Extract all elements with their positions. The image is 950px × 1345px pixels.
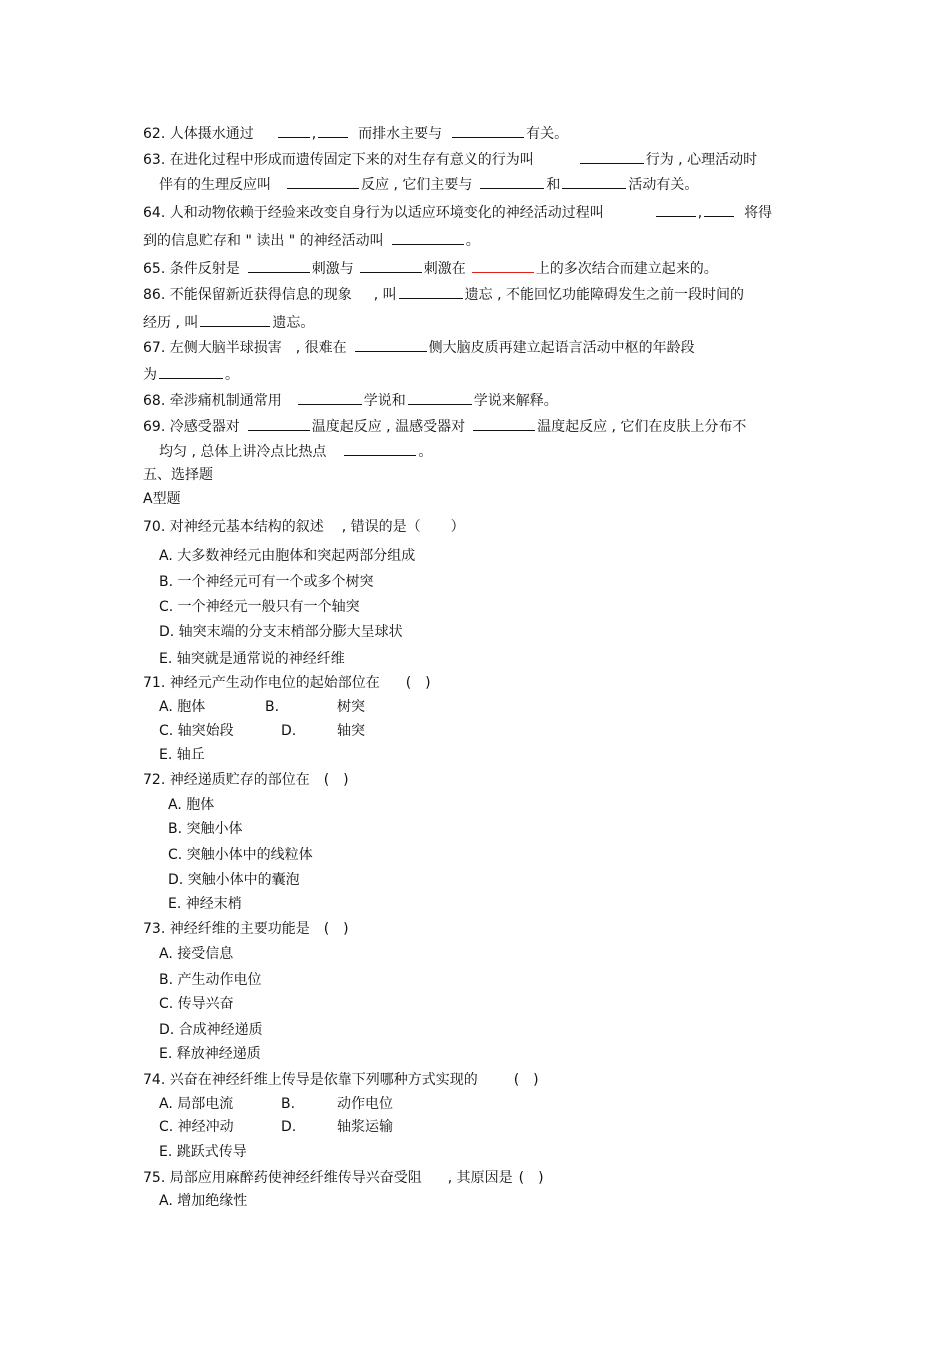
q86-text-a: 86. 不能保留新近获得信息的现象: [143, 287, 352, 303]
q70-close-paren: ）: [450, 519, 465, 535]
question-64-line2: [143, 230, 480, 250]
q73-paren: ( ): [323, 921, 349, 937]
q72-paren: ( ): [323, 772, 349, 788]
question-70-stem: [143, 518, 465, 536]
q74-paren: ( ): [513, 1072, 539, 1088]
question-62: [143, 123, 568, 143]
question-63-line2: [159, 174, 698, 194]
q71-option-b-label[interactable]: B.: [265, 699, 280, 715]
q65-text-c: 刺激在: [423, 261, 466, 277]
q72-option-c[interactable]: C. 突触小体中的线粒体: [168, 847, 313, 863]
q63-text-d: 反应 , 它们主要与: [361, 177, 473, 193]
q69-text-d: 均匀 , 总体上讲冷点比热点: [159, 444, 327, 460]
q74-option-d-label[interactable]: D.: [281, 1119, 297, 1135]
q62-text-a: 62. 人体摄水通过: [143, 126, 254, 142]
q70-option-e[interactable]: E. 轴突就是通常说的神经纤维: [159, 651, 345, 667]
q74-option-d-text[interactable]: 轴浆运输: [337, 1119, 393, 1135]
q71-paren: ( ): [405, 675, 431, 691]
blank[interactable]: [159, 364, 223, 379]
question-68: [143, 390, 558, 410]
q74-option-b-text[interactable]: 动作电位: [337, 1096, 393, 1112]
blank[interactable]: [562, 174, 626, 189]
q64-text-d: 到的信息贮存和 " 读出 " 的神经活动叫: [143, 233, 384, 249]
section-title: 五、选择题: [143, 467, 213, 483]
blank[interactable]: [656, 202, 696, 217]
q71-option-e[interactable]: E. 轴丘: [159, 747, 205, 763]
blank[interactable]: [480, 174, 544, 189]
question-63-line1: [143, 149, 757, 169]
q75-stem-b: , 其原因是: [447, 1170, 513, 1186]
q68-text-c: 学说来解释。: [473, 393, 558, 409]
question-75-stem: [143, 1169, 544, 1187]
q63-text-c: 伴有的生理反应叫: [159, 177, 271, 193]
question-65: [143, 258, 718, 278]
q73-option-e[interactable]: E. 释放神经递质: [159, 1046, 261, 1062]
q65-text-d: 上的多次结合而建立起来的。: [535, 261, 718, 277]
q69-text-e: 。: [418, 444, 433, 460]
blank[interactable]: [355, 337, 427, 352]
question-86-line1: [143, 284, 744, 304]
q67-text-c: 侧大脑皮质再建立起语言活动中枢的年龄段: [428, 340, 695, 356]
q67-text-d: 为: [143, 367, 157, 383]
q75-option-a[interactable]: A. 增加绝缘性: [159, 1193, 248, 1209]
q62-text-c: 而排水主要与: [358, 126, 443, 142]
q72-option-b[interactable]: B. 突触小体: [168, 821, 243, 837]
q71-stem: 71. 神经元产生动作电位的起始部位在: [143, 675, 380, 691]
question-64-line1: [143, 202, 772, 222]
q67-text-b: , 很难在: [295, 340, 347, 356]
q70-option-c[interactable]: C. 一个神经元一般只有一个轴突: [159, 599, 360, 615]
subsection-title: A型题: [143, 491, 181, 507]
blank[interactable]: [298, 390, 362, 405]
q74-option-e[interactable]: E. 跳跃式传导: [159, 1144, 247, 1160]
q73-option-d[interactable]: D. 合成神经递质: [159, 1022, 263, 1038]
question-67-line1: [143, 337, 695, 357]
q64-text-e: 。: [465, 233, 480, 249]
q68-text-b: 学说和: [363, 393, 406, 409]
question-71-stem: [143, 674, 431, 692]
q75-stem-a: 75. 局部应用麻醉药使神经纤维传导兴奋受阻: [143, 1170, 422, 1186]
blank[interactable]: [473, 416, 535, 431]
q72-option-d[interactable]: D. 突触小体中的囊泡: [168, 872, 300, 888]
q67-text-e: 。: [225, 367, 239, 383]
q72-option-e[interactable]: E. 神经末梢: [168, 896, 242, 912]
q75-paren: ( ): [518, 1170, 544, 1186]
q65-text-b: 刺激与: [311, 261, 354, 277]
q70-stem-b: , 错误的是（: [341, 519, 421, 535]
question-69-line1: [143, 416, 746, 436]
blank[interactable]: [408, 390, 472, 405]
blank[interactable]: [248, 258, 310, 273]
blank[interactable]: [452, 123, 524, 138]
question-67-line2: [143, 364, 239, 384]
q69-text-c: 温度起反应 , 它们在皮肤上分布不: [537, 419, 747, 435]
blank[interactable]: [360, 258, 422, 273]
blank[interactable]: [287, 174, 359, 189]
q63-text-a: 63. 在进化过程中形成而遗传固定下来的对生存有意义的行为叫: [143, 152, 534, 168]
q63-text-e: 和: [546, 177, 561, 193]
q68-text-a: 68. 牵涉痛机制通常用: [143, 393, 282, 409]
q65-text-a: 65. 条件反射是: [143, 261, 240, 277]
q70-option-d[interactable]: D. 轴突末端的分支末梢部分膨大呈球状: [159, 624, 403, 640]
question-69-line2: [159, 441, 432, 461]
q72-stem: 72. 神经递质贮存的部位在: [143, 772, 310, 788]
q64-text-a: 64. 人和动物依赖于经验来改变自身行为以适应环境变化的神经活动过程叫: [143, 205, 604, 221]
q62-comma: ,: [311, 126, 317, 142]
q86-text-e: 遗忘。: [272, 315, 315, 331]
blank[interactable]: [392, 230, 464, 245]
q69-text-a: 69. 冷感受器对: [143, 419, 240, 435]
blank[interactable]: [704, 202, 734, 217]
question-86-line2: [143, 312, 314, 332]
q72-option-a[interactable]: A. 胞体: [168, 797, 215, 813]
q70-option-a[interactable]: A. 大多数神经元由胞体和突起两部分组成: [159, 548, 416, 564]
q64-text-c: 将得: [744, 205, 773, 221]
q74-option-b-label[interactable]: B.: [281, 1096, 296, 1112]
q69-text-b: 温度起反应 , 温感受器对: [311, 419, 466, 435]
q73-option-a[interactable]: A. 接受信息: [159, 946, 234, 962]
q63-text-f: 活动有关。: [628, 177, 699, 193]
blank[interactable]: [580, 149, 644, 164]
blank[interactable]: [278, 123, 310, 138]
question-72-stem: [143, 771, 349, 789]
q73-stem: 73. 神经纤维的主要功能是: [143, 921, 310, 937]
q86-text-b: , 叫: [373, 287, 397, 303]
q86-text-d: 经历 , 叫: [143, 315, 199, 331]
q74-option-c[interactable]: C. 神经冲动: [159, 1119, 234, 1135]
blank[interactable]: [200, 312, 270, 327]
q63-text-b: 行为 , 心理活动时: [645, 152, 758, 168]
q73-option-b[interactable]: B. 产生动作电位: [159, 972, 262, 988]
blank[interactable]: [318, 123, 348, 138]
q71-option-d-text[interactable]: 轴突: [337, 723, 365, 739]
q71-option-c[interactable]: C. 轴突始段: [159, 723, 234, 739]
q70-option-b[interactable]: B. 一个神经元可有一个或多个树突: [159, 574, 374, 590]
q71-option-d-label[interactable]: D.: [281, 723, 297, 739]
blank[interactable]: [248, 416, 310, 431]
q64-comma: ,: [697, 205, 703, 221]
q73-option-c[interactable]: C. 传导兴奋: [159, 996, 234, 1012]
q71-option-b-text[interactable]: 树突: [337, 699, 365, 715]
q74-stem: 74. 兴奋在神经纤维上传导是依靠下列哪种方式实现的: [143, 1072, 478, 1088]
blank[interactable]: [399, 284, 463, 299]
question-74-stem: [143, 1071, 539, 1089]
q71-option-a[interactable]: A. 胞体: [159, 699, 206, 715]
blank-highlighted[interactable]: [472, 258, 534, 273]
question-73-stem: [143, 920, 349, 938]
q86-text-c: 遗忘 , 不能回忆功能障碍发生之前一段时间的: [464, 287, 744, 303]
q70-stem-a: 70. 对神经元基本结构的叙述: [143, 519, 324, 535]
blank[interactable]: [344, 441, 416, 456]
q67-text-a: 67. 左侧大脑半球损害: [143, 340, 282, 356]
q62-text-d: 有关。: [526, 126, 569, 142]
q74-option-a[interactable]: A. 局部电流: [159, 1096, 234, 1112]
